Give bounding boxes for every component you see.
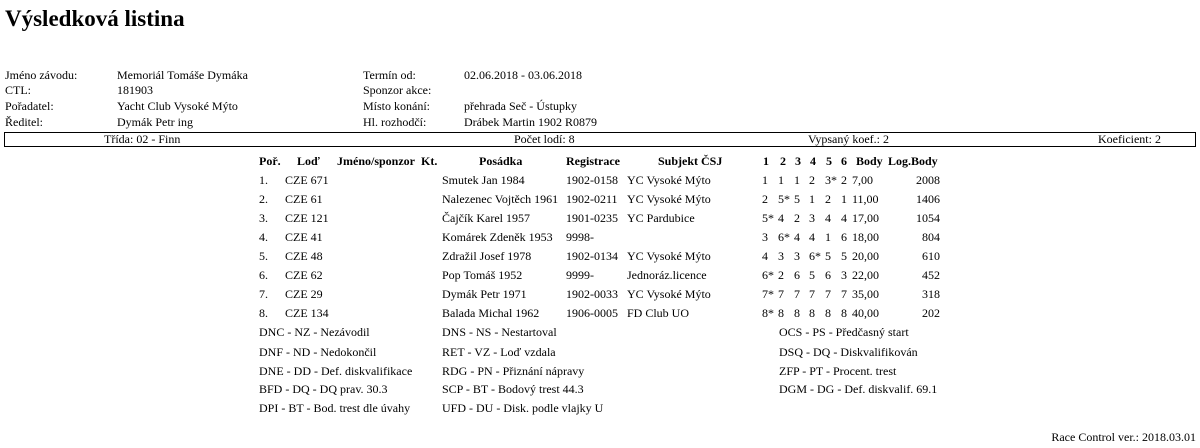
cell-club: YC Vysoké Mýto bbox=[627, 249, 711, 263]
cell-points: 35,00 bbox=[852, 287, 879, 301]
cell-race-result: 7 bbox=[809, 287, 815, 301]
cell-race-result: 3 bbox=[809, 211, 815, 225]
cell-race-result: 8 bbox=[794, 306, 800, 320]
legend-item: DSQ - DQ - Diskvalifikován bbox=[779, 345, 918, 359]
footer-version: Race Control ver.: 2018.03.01 bbox=[1051, 430, 1196, 444]
cell-race-result: 5* bbox=[762, 211, 774, 225]
cell-registration: 9999- bbox=[566, 268, 594, 282]
cell-race-result: 6* bbox=[762, 268, 774, 282]
cell-race-result: 4 bbox=[794, 230, 800, 244]
cell-race-result: 4 bbox=[825, 211, 831, 225]
cell-points: 18,00 bbox=[852, 230, 879, 244]
cell-race-result: 5* bbox=[778, 192, 790, 206]
cell-crew: Dymák Petr 1971 bbox=[442, 287, 527, 301]
page-title: Výsledková listina bbox=[5, 6, 185, 31]
cell-race-result: 7 bbox=[841, 287, 847, 301]
info-value: Drábek Martin 1902 R0879 bbox=[464, 115, 597, 129]
cell-registration: 1902-0033 bbox=[566, 287, 618, 301]
legend-item: DNF - ND - Nedokončil bbox=[259, 345, 377, 359]
cell-race-result: 4 bbox=[778, 211, 784, 225]
cell-position: 1. bbox=[259, 173, 268, 187]
cell-crew: Nalezenec Vojtěch 1961 bbox=[442, 192, 559, 206]
cell-race-result: 1 bbox=[825, 230, 831, 244]
class-label: Třída: 02 - Finn bbox=[104, 132, 181, 146]
cell-race-result: 1 bbox=[762, 173, 768, 187]
legend-item: DNE - DD - Def. diskvalifikace bbox=[259, 364, 413, 378]
cell-log-points: 202 bbox=[922, 306, 940, 320]
column-header: Log.Body bbox=[888, 154, 938, 168]
legend-item: OCS - PS - Předčasný start bbox=[779, 325, 909, 339]
class-bar bbox=[4, 132, 1196, 147]
cell-boat: CZE 41 bbox=[285, 230, 323, 244]
cell-boat: CZE 48 bbox=[285, 249, 323, 263]
column-header: 6 bbox=[841, 154, 847, 168]
cell-race-result: 1 bbox=[809, 192, 815, 206]
cell-crew: Komárek Zdeněk 1953 bbox=[442, 230, 553, 244]
cell-crew: Zdražil Josef 1978 bbox=[442, 249, 532, 263]
column-header: Posádka bbox=[479, 154, 523, 168]
cell-log-points: 452 bbox=[922, 268, 940, 282]
column-header: Kt. bbox=[421, 154, 438, 168]
cell-race-result: 4 bbox=[809, 230, 815, 244]
cell-race-result: 6 bbox=[825, 268, 831, 282]
column-header: 1 bbox=[763, 154, 769, 168]
cell-race-result: 3 bbox=[778, 249, 784, 263]
cell-club: FD Club UO bbox=[627, 306, 690, 320]
cell-race-result: 3* bbox=[825, 173, 837, 187]
cell-club: Jednoráz.licence bbox=[627, 268, 707, 282]
info-label: Hl. rozhodčí: bbox=[363, 115, 427, 129]
cell-crew: Čajčík Karel 1957 bbox=[442, 211, 530, 225]
legend-item: DNC - NZ - Nezávodil bbox=[259, 325, 370, 339]
cell-position: 6. bbox=[259, 268, 268, 282]
cell-race-result: 5 bbox=[825, 249, 831, 263]
legend-item: UFD - DU - Disk. podle vlajky U bbox=[442, 401, 604, 415]
cell-position: 8. bbox=[259, 306, 268, 320]
cell-race-result: 6* bbox=[778, 230, 790, 244]
cell-points: 11,00 bbox=[852, 192, 879, 206]
cell-boat: CZE 121 bbox=[285, 211, 329, 225]
info-value: Yacht Club Vysoké Mýto bbox=[117, 99, 238, 113]
cell-race-result: 2 bbox=[794, 211, 800, 225]
info-label: Ředitel: bbox=[5, 115, 43, 129]
cell-race-result: 5 bbox=[809, 268, 815, 282]
cell-log-points: 610 bbox=[922, 249, 940, 263]
boat-count: Počet lodí: 8 bbox=[514, 132, 575, 146]
column-header: Body bbox=[856, 154, 883, 168]
cell-race-result: 2 bbox=[841, 173, 847, 187]
cell-position: 4. bbox=[259, 230, 268, 244]
cell-position: 7. bbox=[259, 287, 268, 301]
cell-race-result: 2 bbox=[809, 173, 815, 187]
cell-race-result: 6 bbox=[841, 230, 847, 244]
info-value: Memoriál Tomáše Dymáka bbox=[117, 68, 248, 82]
cell-race-result: 1 bbox=[794, 173, 800, 187]
info-label: Jméno závodu: bbox=[5, 68, 78, 82]
cell-race-result: 7* bbox=[762, 287, 774, 301]
cell-race-result: 5 bbox=[794, 192, 800, 206]
cell-race-result: 8 bbox=[825, 306, 831, 320]
cell-race-result: 3 bbox=[794, 249, 800, 263]
info-label: Pořadatel: bbox=[5, 99, 54, 113]
column-header: Registrace bbox=[566, 154, 620, 168]
cell-race-result: 5 bbox=[841, 249, 847, 263]
column-header: 5 bbox=[826, 154, 832, 168]
cell-race-result: 2 bbox=[762, 192, 768, 206]
cell-crew: Smutek Jan 1984 bbox=[442, 173, 525, 187]
cell-registration: 1902-0158 bbox=[566, 173, 618, 187]
column-header: 4 bbox=[810, 154, 816, 168]
cell-registration: 9998- bbox=[566, 230, 594, 244]
info-value: Dymák Petr ing bbox=[117, 115, 193, 129]
cell-race-result: 6 bbox=[794, 268, 800, 282]
cell-boat: CZE 62 bbox=[285, 268, 323, 282]
cell-boat: CZE 61 bbox=[285, 192, 323, 206]
cell-club: YC Vysoké Mýto bbox=[627, 173, 711, 187]
column-header: Jméno/sponzor bbox=[337, 154, 415, 168]
cell-position: 5. bbox=[259, 249, 268, 263]
legend-item: SCP - BT - Bodový trest 44.3 bbox=[442, 382, 584, 396]
cell-race-result: 7 bbox=[825, 287, 831, 301]
cell-points: 40,00 bbox=[852, 306, 879, 320]
cell-log-points: 1054 bbox=[916, 211, 940, 225]
coefficient: Koeficient: 2 bbox=[1098, 132, 1161, 146]
cell-position: 3. bbox=[259, 211, 268, 225]
column-header: Poř. bbox=[259, 154, 281, 168]
legend-item: DPI - BT - Bod. trest dle úvahy bbox=[259, 401, 411, 415]
cell-registration: 1902-0134 bbox=[566, 249, 618, 263]
cell-race-result: 8 bbox=[809, 306, 815, 320]
cell-crew: Pop Tomáš 1952 bbox=[442, 268, 523, 282]
cell-log-points: 318 bbox=[922, 287, 940, 301]
cell-race-result: 3 bbox=[762, 230, 768, 244]
legend-item: DNS - NS - Nestartoval bbox=[442, 325, 557, 339]
cell-log-points: 1406 bbox=[916, 192, 940, 206]
column-header: Loď bbox=[297, 154, 320, 168]
cell-race-result: 8* bbox=[762, 306, 774, 320]
cell-race-result: 3 bbox=[841, 268, 847, 282]
info-label: Sponzor akce: bbox=[363, 83, 432, 97]
cell-position: 2. bbox=[259, 192, 268, 206]
cell-boat: CZE 134 bbox=[285, 306, 329, 320]
cell-race-result: 1 bbox=[778, 173, 784, 187]
cell-race-result: 2 bbox=[778, 268, 784, 282]
cell-points: 20,00 bbox=[852, 249, 879, 263]
cell-registration: 1906-0005 bbox=[566, 306, 618, 320]
legend-item: DGM - DG - Def. diskvalif. 69.1 bbox=[779, 382, 938, 396]
cell-log-points: 2008 bbox=[916, 173, 940, 187]
cell-race-result: 7 bbox=[794, 287, 800, 301]
cell-race-result: 4 bbox=[762, 249, 768, 263]
cell-points: 22,00 bbox=[852, 268, 879, 282]
cell-registration: 1902-0211 bbox=[566, 192, 618, 206]
info-label: Termín od: bbox=[363, 68, 416, 82]
info-label: Místo konání: bbox=[363, 99, 431, 113]
cell-club: YC Pardubice bbox=[627, 211, 695, 225]
info-value: 181903 bbox=[117, 83, 153, 97]
legend-item: RET - VZ - Loď vzdala bbox=[442, 345, 556, 359]
cell-race-result: 6* bbox=[809, 249, 821, 263]
cell-club: YC Vysoké Mýto bbox=[627, 192, 711, 206]
cell-race-result: 2 bbox=[825, 192, 831, 206]
cell-race-result: 1 bbox=[841, 192, 847, 206]
cell-race-result: 8 bbox=[778, 306, 784, 320]
cell-race-result: 7 bbox=[778, 287, 784, 301]
info-value: přehrada Seč - Ústupky bbox=[464, 99, 577, 113]
announced-coefficient: Vypsaný koef.: 2 bbox=[808, 132, 889, 146]
cell-club: YC Vysoké Mýto bbox=[627, 287, 711, 301]
info-label: CTL: bbox=[5, 83, 31, 97]
cell-race-result: 4 bbox=[841, 211, 847, 225]
cell-crew: Balada Michal 1962 bbox=[442, 306, 540, 320]
cell-boat: CZE 29 bbox=[285, 287, 323, 301]
cell-registration: 1901-0235 bbox=[566, 211, 618, 225]
cell-boat: CZE 671 bbox=[285, 173, 329, 187]
cell-points: 17,00 bbox=[852, 211, 879, 225]
legend-item: RDG - PN - Přiznání nápravy bbox=[442, 364, 585, 378]
column-header: Subjekt ČSJ bbox=[658, 154, 723, 168]
cell-points: 7,00 bbox=[852, 173, 873, 187]
cell-log-points: 804 bbox=[922, 230, 940, 244]
column-header: 2 bbox=[780, 154, 786, 168]
cell-race-result: 8 bbox=[841, 306, 847, 320]
legend-item: ZFP - PT - Procent. trest bbox=[779, 364, 897, 378]
info-value: 02.06.2018 - 03.06.2018 bbox=[464, 68, 582, 82]
legend-item: BFD - DQ - DQ prav. 30.3 bbox=[259, 382, 388, 396]
column-header: 3 bbox=[795, 154, 801, 168]
